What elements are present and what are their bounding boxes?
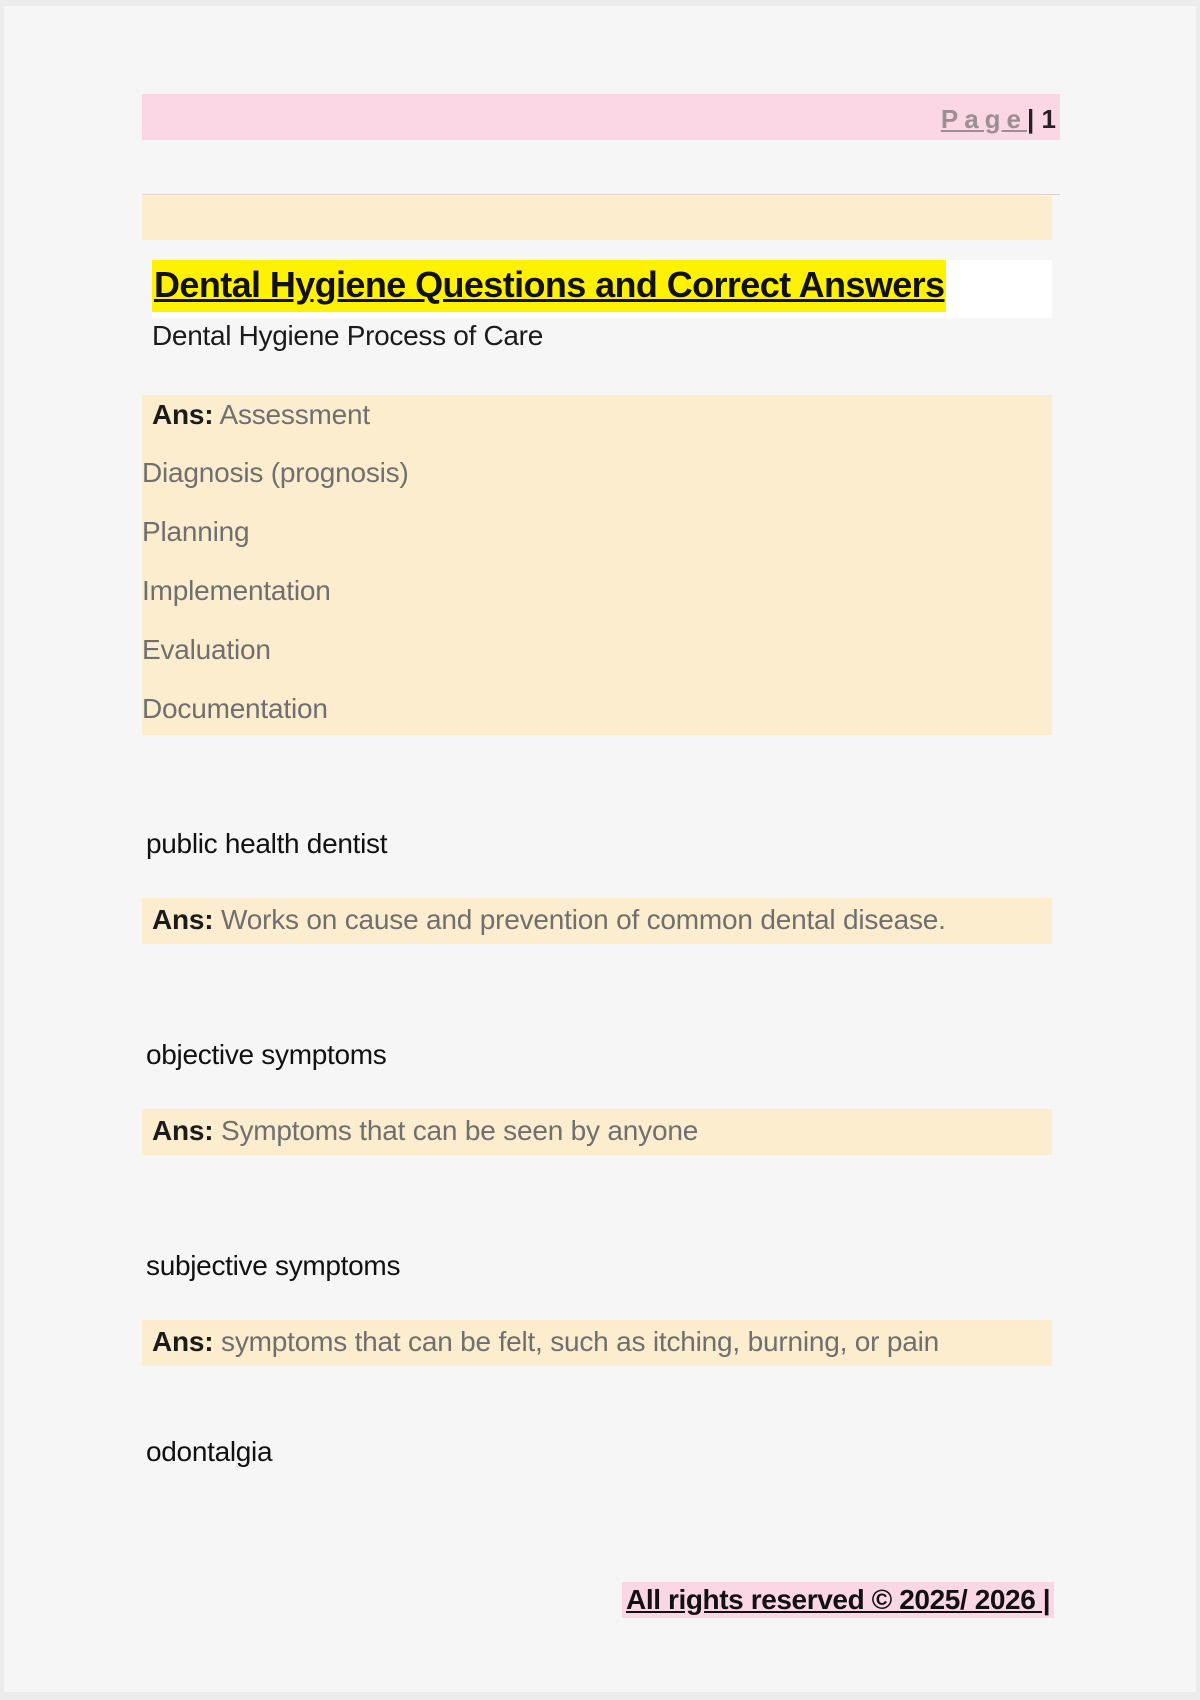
header-divider: [142, 194, 1060, 195]
page-word: Page: [940, 104, 1028, 134]
question-process-of-care: Dental Hygiene Process of Care: [152, 320, 543, 351]
process-step: Diagnosis (prognosis): [142, 457, 409, 488]
document-title: Dental Hygiene Questions and Correct Answers: [152, 260, 946, 312]
answer-block: [142, 898, 1052, 944]
page-number: 1: [1041, 104, 1056, 134]
page-separator: |: [1027, 104, 1035, 134]
answer-text: Symptoms that can be seen by anyone: [221, 1115, 699, 1146]
answer-block: [142, 1320, 1052, 1366]
process-step: Documentation: [142, 693, 328, 724]
answer-line-1: [152, 399, 370, 431]
process-step: Evaluation: [142, 634, 271, 665]
answer-label: Ans:: [152, 1115, 214, 1146]
document-page: [4, 6, 1196, 1692]
answer-line: [152, 1326, 939, 1358]
process-step: Implementation: [142, 575, 331, 606]
title-container: [152, 260, 1052, 318]
question-text: public health dentist: [146, 828, 388, 859]
question-text: subjective symptoms: [146, 1250, 401, 1281]
answer-label: Ans:: [152, 399, 214, 430]
page-number-indicator: [941, 104, 1056, 135]
blank-highlight-bar: [142, 196, 1052, 240]
answer-block-process-steps: [142, 395, 1052, 735]
answer-block: [142, 1109, 1052, 1155]
answer-line: [152, 1115, 698, 1147]
question-text: objective symptoms: [146, 1039, 387, 1070]
answer-text: symptoms that can be felt, such as itching, burning, or pain: [221, 1326, 939, 1357]
answer-label: Ans:: [152, 1326, 214, 1357]
answer-label: Ans:: [152, 904, 214, 935]
process-step: Planning: [142, 516, 250, 547]
process-step: Assessment: [219, 399, 370, 430]
copyright-footer: All rights reserved © 2025/ 2026 |: [622, 1582, 1054, 1618]
answer-line: [152, 904, 946, 936]
answer-text: Works on cause and prevention of common dental disease.: [221, 904, 946, 935]
question-text: odontalgia: [146, 1436, 273, 1467]
page-header: [142, 94, 1060, 140]
